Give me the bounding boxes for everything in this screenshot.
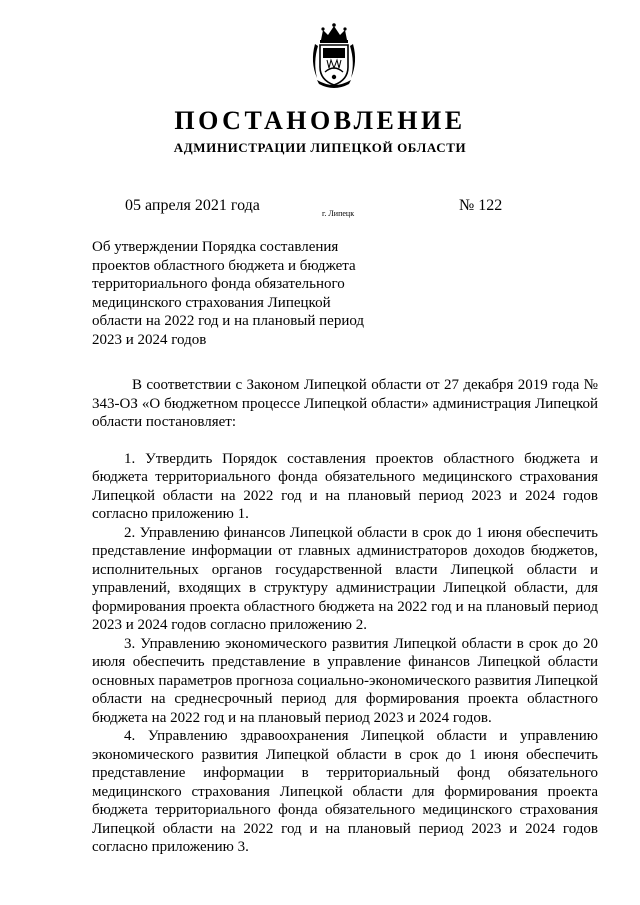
subject-line: 2023 и 2024 годов: [92, 331, 207, 348]
clause-paragraph-1: 1. Утвердить Порядок составления проектов областного бюджета и бюджета территориального фонда обязательного медицинского страхования Липецкой области на 2022 год и на плановый период 2023 и 2024 годов согласно приложению 1.: [92, 450, 598, 522]
clause-paragraph-4: 4. Управлению здравоохранения Липецкой области и управлению экономического развития Липецкой области в срок до 1 июня обеспечить представление информации в территориальный фонд обязательного медицинского страхования Липецкой области для формирования проекта бюджета территориального фонда обязательного медицинского страхования Липецкой области на 2022 год и на плановый период 2023 и 2024 годов согласно приложению 3.: [92, 728, 598, 855]
preamble-paragraph: В соответствии с Законом Липецкой области от 27 декабря 2019 года № 343-ОЗ «О бюджетном процессе Липецкой области» администрация Липецкой области постановляет:: [92, 377, 598, 430]
subject-line: медицинского страхования Липецкой: [92, 294, 331, 311]
issuing-authority: АДМИНИСТРАЦИИ ЛИПЕЦКОЙ ОБЛАСТИ: [173, 140, 467, 155]
document-number: № 122: [459, 197, 503, 214]
document-title: ПОСТАНОВЛЕНИЕ: [174, 106, 466, 135]
subject-line: Об утверждении Порядка составления: [92, 239, 339, 255]
clause-paragraph-2: 2. Управлению финансов Липецкой области в срок до 1 июня обеспечить представление информации от главных администраторов доходов бюджетов, исполнительных органов государственной власти Липецкой области и управлений, входящих в структуру администрации Липецкой области, для формирования проекта областного бюджета на 2022 год и на плановый период 2023 и 2024 годов согласно приложению 2.: [92, 524, 598, 633]
subject-line: проектов областного бюджета и бюджета: [92, 257, 356, 274]
subject-line: территориального фонда обязательного: [92, 276, 345, 292]
subject-line: области на 2022 год и на плановый период: [92, 313, 365, 329]
document-date: 05 апреля 2021 года: [125, 197, 260, 214]
clause-paragraph-3: 3. Управлению экономического развития Липецкой области в срок до 20 июля обеспечить представление в управление финансов Липецкой области основных параметров прогноза социально-экономического развития Липецкой области на среднесрочный период для формирования проекта областного бюджета на 2022 год и на плановый период 2023 и 2024 годов.: [92, 635, 598, 726]
coat-of-arms-emblem: [309, 22, 359, 88]
document-subject: [92, 238, 382, 349]
document-city: г. Липецк: [322, 209, 355, 218]
document-body: [92, 376, 598, 857]
